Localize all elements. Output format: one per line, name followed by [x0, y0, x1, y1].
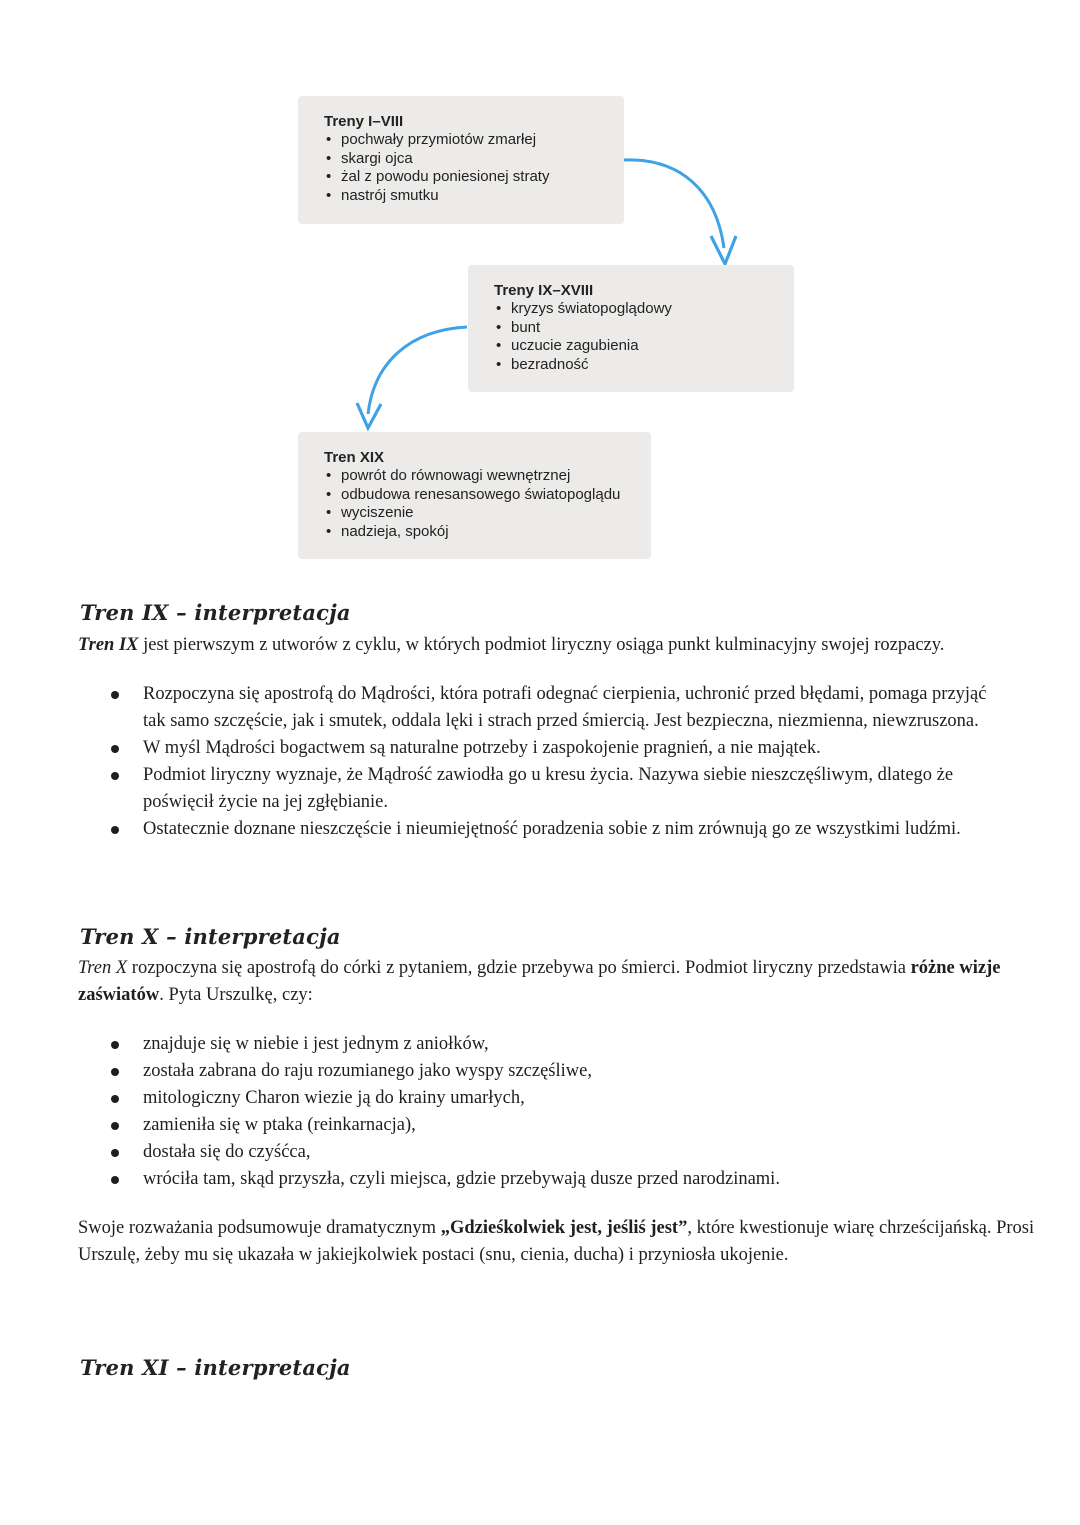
- section-heading-tren-x: Tren X – interpretacja: [80, 924, 341, 949]
- list-item: • żal z powodu poniesionej straty: [326, 168, 550, 186]
- bullet-icon: [111, 1122, 119, 1130]
- quote: „Gdzieśkolwiek jest, jeśliś jest”: [440, 1218, 688, 1238]
- bullet-list-tren-x: [108, 1031, 1008, 1193]
- list-item: • powrót do równowagi wewnętrznej: [326, 467, 571, 484]
- summary-paragraph-tren-x: Swoje rozważania podsumowuje dramatycznym „Gdzieśkolwiek jest, jeśliś jest”, które kwestionuje wiarę chrześcijańską. Prosi Urszulę, żeby mu się ukazała w jakiejkolwiek postaci (snu, cienia, ducha) i przyniosła ukojenie.: [78, 1218, 1035, 1265]
- arrow-box1-to-box2: [624, 160, 736, 264]
- box-treny-i-viii: [298, 96, 624, 224]
- bullet-icon: [111, 1095, 119, 1103]
- list-item: mitologiczny Charon wiezie ją do krainy umarłych,: [108, 1085, 1008, 1112]
- box-list: [324, 131, 604, 206]
- box-treny-ix-xviii: [468, 265, 794, 392]
- list-item: dostała się do czyśćca,: [108, 1139, 1008, 1166]
- list-item: znajduje się w niebie i jest jednym z aniołków,: [108, 1031, 1008, 1058]
- work-title: Tren IX: [78, 635, 139, 655]
- section-heading-tren-xi: Tren XI – interpretacja: [80, 1355, 351, 1380]
- list-item: • wyciszenie: [326, 504, 414, 522]
- list-item: • uczucie zagubienia: [496, 337, 639, 355]
- box-title: Treny I–VIII: [324, 113, 404, 130]
- bullet-icon: [111, 826, 119, 834]
- box-tren-xix: [298, 432, 651, 559]
- list-item: • odbudowa renesansowego światopoglądu: [326, 485, 621, 503]
- intro-paragraph-tren-x: Tren X rozpoczyna się apostrofą do córki z pytaniem, gdzie przebywa po śmierci. Podmiot liryczny przedstawia różne wizje zaświatów. Pyta Urszulkę, czy:: [78, 958, 1001, 1005]
- bullet-list-tren-ix: [108, 681, 1008, 843]
- bullet-icon: [111, 691, 119, 699]
- list-item: • nastrój smutku: [326, 187, 439, 205]
- bullet-icon: [111, 1176, 119, 1184]
- section-heading-tren-ix: Tren IX – interpretacja: [80, 600, 351, 625]
- list-item: zamieniła się w ptaka (reinkarnacja),: [108, 1112, 1008, 1139]
- bullet-icon: [111, 772, 119, 780]
- work-title: Tren X: [78, 958, 128, 978]
- intro-paragraph-tren-ix: Tren IX jest pierwszym z utworów z cyklu, w których podmiot liryczny osiąga punkt kulminacyjny swojej rozpaczy.: [78, 635, 945, 655]
- bullet-icon: [111, 1149, 119, 1157]
- list-item: • bezradność: [496, 356, 589, 374]
- bullet-icon: [111, 1068, 119, 1076]
- list-item: • skargi ojca: [326, 149, 413, 167]
- list-item: • kryzys światopoglądowy: [496, 300, 672, 317]
- box-list: [324, 467, 631, 542]
- arrow-box2-to-box3: [357, 327, 467, 428]
- list-item: • pochwały przymiotów zmarłej: [326, 131, 537, 148]
- list-item: W myśl Mądrości bogactwem są naturalne potrzeby i zaspokojenie pragnień, a nie majątek.: [108, 735, 1008, 762]
- box-title: Treny IX–XVIII: [494, 282, 594, 299]
- bullet-icon: [111, 745, 119, 753]
- list-item: • nadzieja, spokój: [326, 523, 449, 541]
- list-item: Rozpoczyna się apostrofą do Mądrości, która potrafi odegnać cierpienia, uchronić przed błędami, pomaga przyjąć tak samo szczęście, jak i smutek, oddala lęki i strach przed śmiercią. Jest bezpieczna, niezmienna, niewzruszona.: [108, 681, 1008, 735]
- list-item: wróciła tam, skąd przyszła, czyli miejsca, gdzie przebywają dusze przed narodzinami.: [108, 1166, 1008, 1193]
- bullet-icon: [111, 1041, 119, 1049]
- box-title: Tren XIX: [324, 449, 385, 466]
- list-item: • bunt: [496, 318, 541, 336]
- box-list: [494, 300, 774, 375]
- emphasis: różne wizje zaświatów: [78, 958, 1001, 1005]
- list-item: Podmiot liryczny wyznaje, że Mądrość zawiodła go u kresu życia. Nazywa siebie nieszczęśliwym, dlatego że poświęcił życie na jej zgłębianie.: [108, 762, 1008, 816]
- list-item: została zabrana do raju rozumianego jako wyspy szczęśliwe,: [108, 1058, 1008, 1085]
- list-item: Ostatecznie doznane nieszczęście i nieumiejętność poradzenia sobie z nim zrównują go ze wszystkimi ludźmi.: [108, 816, 1008, 843]
